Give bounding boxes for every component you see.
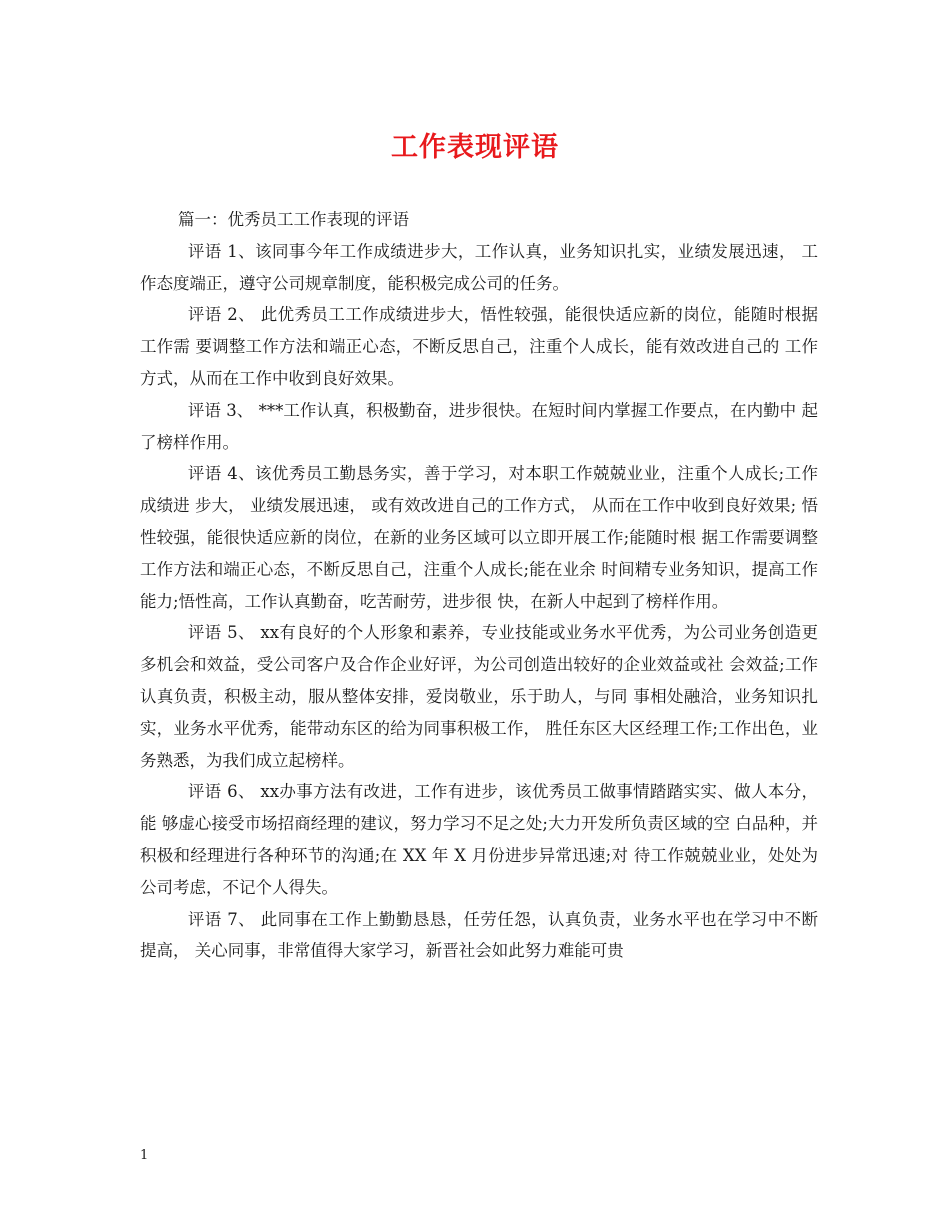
paragraph-comment-3: 评语 3、 ***工作认真，积极勤奋，进步很快。在短时间内掌握工作要点，在内勤中 起了榜样作用。 xyxy=(140,400,818,452)
paragraph-comment-5: 评语 5、 xx有良好的个人形象和素养，专业技能或业务水平优秀，为公司业务创造更 多机会和效益，受公司客户及合作企业好评，为公司创造出较好的企业效益或社 会效益;工作认真负责，积极主动，服从整体安排，爱岗敬业，乐于助人，与同 事相处融洽，业务知识扎实，业务水平优秀，能带动东区的给为同事积极工作， 胜任东区大区经理工作;工作出色，业务熟悉，为我们成立起榜样。 xyxy=(140,623,818,770)
paragraph-comment-4: 评语 4、该优秀员工勤恳务实，善于学习，对本职工作兢兢业业，注重个人成长;工作成绩进 步大， 业绩发展迅速， 或有效改进自己的工作方式， 从而在工作中收到良好效果; 悟性较强，能很快适应新的岗位，在新的业务区域可以立即开展工作;能随时根 据工作需要调整工作方法和端正心态，不断反思自己，注重个人成长;能在业余 时间精专业务知识，提高工作能力;悟性高，工作认真勤奋，吃苦耐劳，进步很 快，在新人中起到了榜样作用。 xyxy=(140,464,818,611)
paragraph-comment-7: 评语 7、 此同事在工作上勤勤恳恳，任劳任怨，认真负责，业务水平也在学习中不断提高， 关心同事，非常值得大家学习，新晋社会如此努力难能可贵 xyxy=(140,909,818,961)
paragraph-comment-6: 评语 6、 xx办事方法有改进，工作有进步，该优秀员工做事情踏踏实实、做人本分，能 够虚心接受市场招商经理的建议，努力学习不足之处;大力开发所负责区域的空 白品种，并积极和经理进行各种环节的沟通;在 XX 年 X 月份进步异常迅速;对 待工作兢兢业业，处处为公司考虑，不记个人得失。 xyxy=(140,782,818,897)
paragraph-comment-2: 评语 2、 此优秀员工工作成绩进步大，悟性较强，能很快适应新的岗位，能随时根据工作需 要调整工作方法和端正心态，不断反思自己，注重个人成长，能有效改进自己的 工作方式，从而在工作中收到良好效果。 xyxy=(140,305,818,388)
section-heading: 篇一：优秀员工工作表现的评语 xyxy=(177,210,409,229)
document-title: 工作表现评语 xyxy=(391,132,559,163)
paragraph-comment-1: 评语 1、该同事今年工作成绩进步大，工作认真，业务知识扎实，业绩发展迅速， 工作态度端正，遵守公司规章制度，能积极完成公司的任务。 xyxy=(140,241,818,293)
document-body xyxy=(140,204,818,967)
page-number: 1 xyxy=(140,1148,149,1163)
